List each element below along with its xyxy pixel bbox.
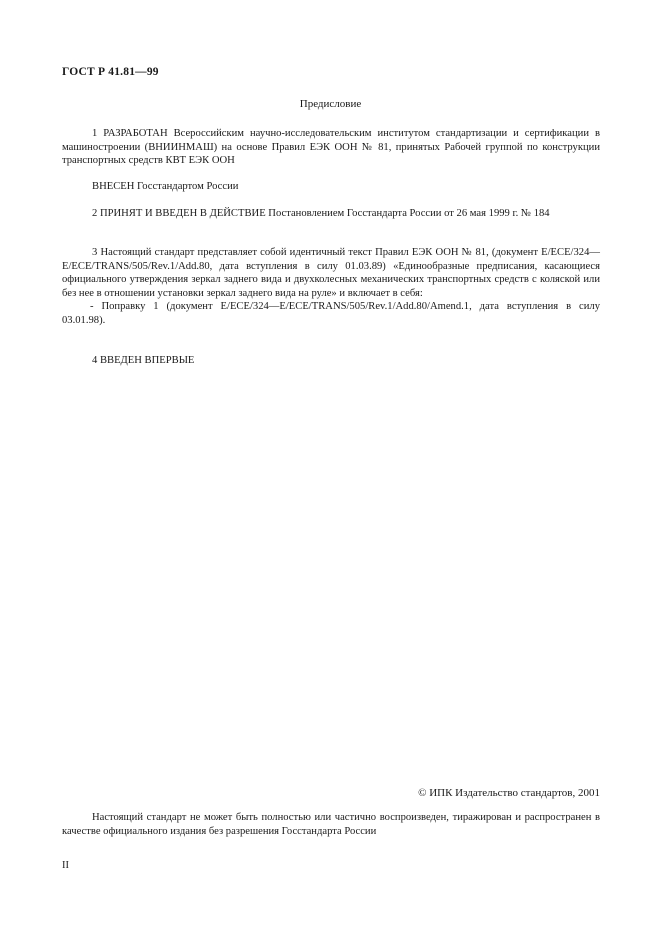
preface-item-adopted <box>62 207 600 221</box>
document-code: ГОСТ Р 41.81—99 <box>62 66 159 78</box>
paragraph-adopted: 2 ПРИНЯТ И ВВЕДЕН В ДЕЙСТВИЕ Постановлением Госстандарта России от 26 мая 1999 г. № 184 <box>92 208 550 219</box>
preface-title: Предисловие <box>299 98 362 110</box>
paragraph-identical-text: 3 Настоящий стандарт представляет собой идентичный текст Правил ЕЭК ООН № 81, (документ E/ECE/324—E/ECE/TRANS/505/Rev.1/Add.80, дата вступления в силу 01.03.89) «Единообразные предписания, касающиеся официального утверждения зеркал заднего вида и двухколесных механических транспортных средств с коляской или без нее в отношении установки зеркал заднего вида на руле» и включает в себя: <box>62 247 600 299</box>
paragraph-developed: 1 РАЗРАБОТАН Всероссийским научно-исследовательским институтом стандартизации и сертификации в машиностроении (ВНИИНМАШ) на основе Правил ЕЭК ООН № 81, принятых Рабочей группой по конструкции транспортных средств КВТ ЕЭК ООН <box>62 128 600 167</box>
paragraph-amendment: - Поправку 1 (документ E/ECE/324—E/ECE/TRANS/505/Rev.1/Add.80/Amend.1, дата вступления в силу 03.01.98). <box>62 301 600 326</box>
preface-item-introduced <box>62 180 600 194</box>
preface-item-identical-text <box>62 246 600 328</box>
rights-notice: Настоящий стандарт не может быть полностью или частично воспроизведен, тиражирован и распространен в качестве официального издания без разрешения Госстандарта России <box>62 812 600 837</box>
rights-notice-block <box>62 811 600 838</box>
preface-item-first-introduced <box>62 354 600 368</box>
paragraph-first-introduced: 4 ВВЕДЕН ВПЕРВЫЕ <box>92 355 195 366</box>
preface-item-developed <box>62 127 600 168</box>
copyright-notice: © ИПК Издательство стандартов, 2001 <box>418 787 600 799</box>
page-number: II <box>62 860 69 871</box>
paragraph-introduced: ВНЕСЕН Госстандартом России <box>92 181 239 192</box>
